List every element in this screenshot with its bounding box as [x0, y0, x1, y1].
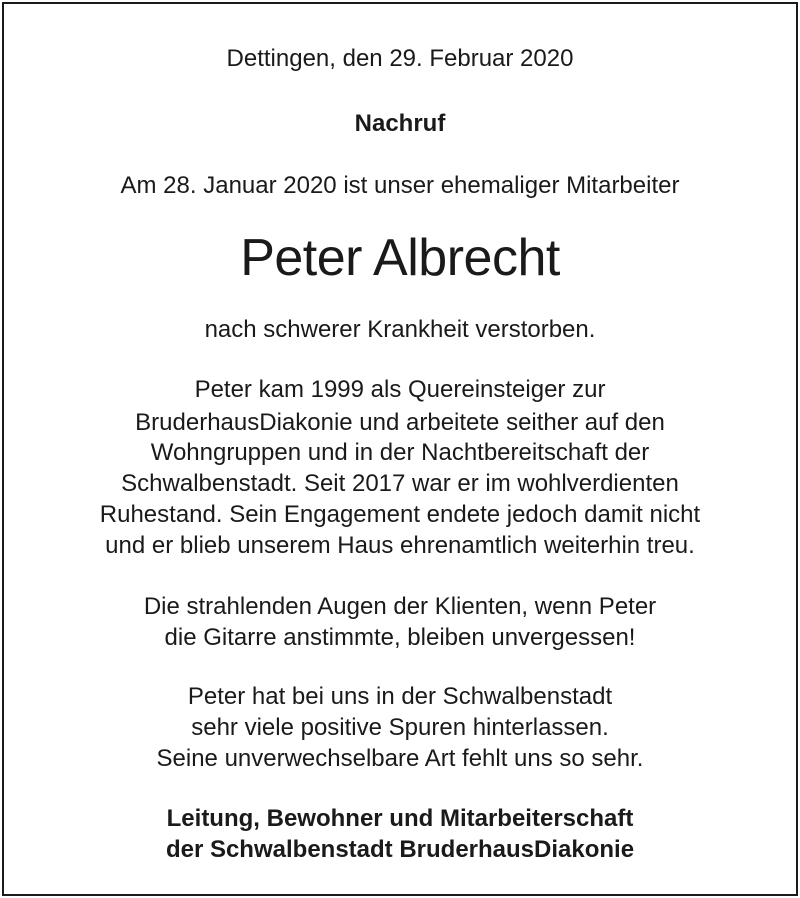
paragraph-2-line: Die strahlenden Augen der Klienten, wenn Peter: [143, 593, 657, 620]
paragraph-2-line: die Gitarre anstimmte, bleiben unvergessen!: [164, 624, 636, 651]
heading: Nachruf: [354, 110, 446, 137]
paragraph-1-line: Peter kam 1999 als Quereinsteiger zur: [194, 376, 606, 403]
paragraph-3-line: Peter hat bei uns in der Schwalbenstadt: [187, 683, 613, 710]
paragraph-1-line: Schwalbenstadt. Seit 2017 war er im wohlverdienten: [121, 470, 679, 497]
signature-line: Leitung, Bewohner und Mitarbeiterschaft: [166, 805, 634, 832]
obituary-frame: [2, 2, 798, 896]
paragraph-1-line: Wohngruppen und in der Nachtbereitschaft der: [150, 439, 650, 466]
paragraph-1-line: BruderhausDiakonie und arbeitete seither auf den: [135, 409, 665, 436]
after-name-text: nach schwerer Krankheit verstorben.: [204, 316, 596, 343]
paragraph-3-line: sehr viele positive Spuren hinterlassen.: [191, 714, 609, 741]
signature-line: der Schwalbenstadt BruderhausDiakonie: [165, 836, 635, 863]
paragraph-1-line: Ruhestand. Sein Engagement endete jedoch damit nicht: [99, 501, 701, 528]
place-date: Dettingen, den 29. Februar 2020: [226, 45, 574, 72]
paragraph-3-line: Seine unverwechselbare Art fehlt uns so sehr.: [156, 745, 644, 772]
intro-text: Am 28. Januar 2020 ist unser ehemaliger Mitarbeiter: [120, 172, 680, 199]
paragraph-1-line: und er blieb unserem Haus ehrenamtlich weiterhin treu.: [105, 532, 695, 559]
deceased-name: Peter Albrecht: [240, 229, 560, 287]
